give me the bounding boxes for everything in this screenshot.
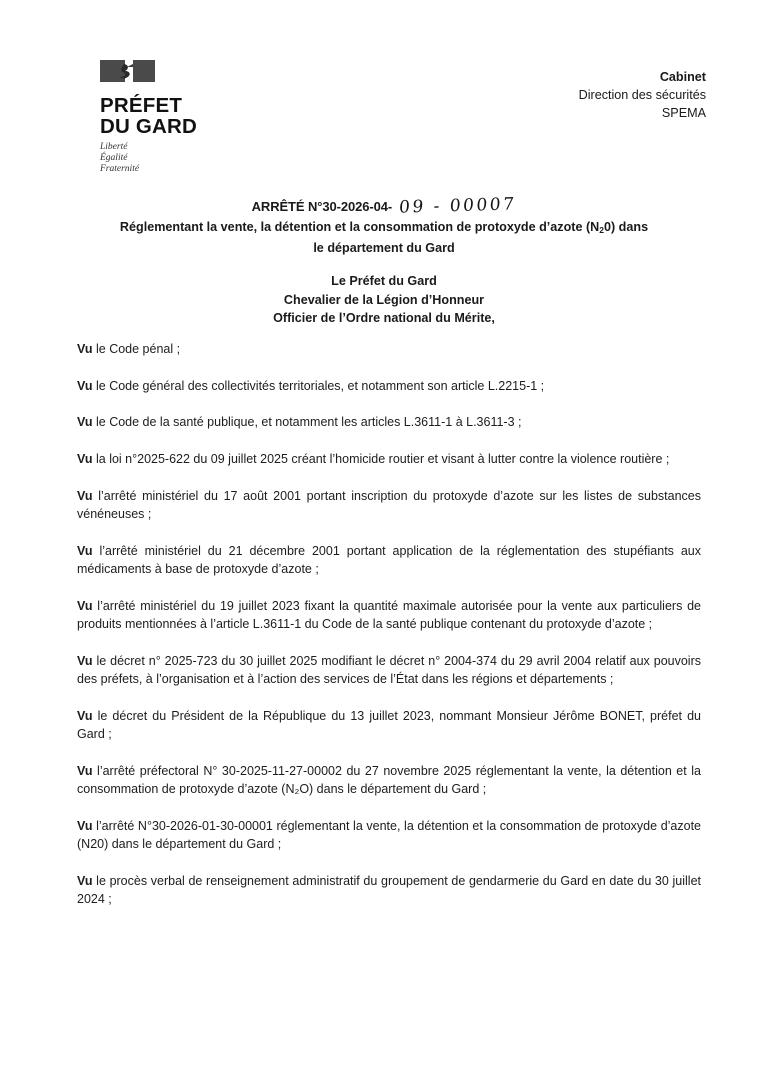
signatory-office-block [62,272,706,328]
vu-clause [77,413,701,431]
vu-clause-text: le décret du Président de la République du 13 juillet 2023, nommant Monsieur Jérôme BONET, préfet du Gard ; [77,708,701,741]
subtitle-part-1: Réglementant la vente, la détention et la consommation de protoxyde d’azote (N [119,220,600,234]
vu-clause [77,597,701,634]
vu-label: Vu [77,543,93,558]
service-direction: Direction des sécurités [578,88,706,102]
french-republic-emblem-icon [100,58,160,90]
subtitle-line-2: le département du Gard [313,241,455,256]
service-spema: SPEMA [661,106,706,120]
arrete-reference-line [62,194,706,218]
vu-clause [77,450,701,468]
vu-clause [77,377,701,395]
office-line-prefet: Le Préfet du Gard [331,274,437,288]
vu-clause-text: le Code général des collectivités territoriales, et notamment son article L.2215-1 ; [92,378,545,393]
institution-line-2: DU GARD [100,115,198,138]
republic-motto [100,142,330,176]
vu-clause-text: l’arrêté ministériel du 21 décembre 2001 portant application de la réglementation des stupéfiants aux médicaments à base de protoxyde d’azote ; [77,543,701,577]
arrete-number-handwritten: 09 - 00007 [398,194,518,218]
vu-label: Vu [77,415,93,430]
motto-egalite: Égalité [100,153,128,164]
vu-clause-text: le décret n° 2025-723 du 30 juillet 2025 modifiant le décret n° 2004-374 du 29 avril 2004 relatif aux pouvoirs des préfets, à l’organisation et à l’action des services de l’État dans les régions et départements ; [77,653,701,686]
vu-clause-text: l’arrêté ministériel du 19 juillet 2023 fixant la quantité maximale autorisée pour la vente aux particuliers de produits mentionnées à l’article L.3611-1 du Code de la santé publique contenant du protoxyde d’azote ; [77,598,701,632]
vu-clause [77,652,701,689]
vu-clause-text: la loi n°2025-622 du 09 juillet 2025 créant l’homicide routier et visant à lutter contre la violence routière ; [92,452,670,467]
vu-clause [77,872,701,909]
arrete-number-prefix: ARRÊTÉ N°30-2026-04- [251,199,393,214]
vu-label: Vu [77,598,93,613]
vu-clause [77,542,701,579]
vu-label: Vu [77,873,93,888]
vu-label: Vu [77,378,93,393]
document-header [0,58,768,178]
vu-clause [77,340,701,358]
vu-clause-text: le Code pénal ; [92,342,181,356]
vu-label: Vu [77,342,93,356]
vu-clause [77,707,701,744]
vu-label: Vu [77,488,93,503]
institution-line-1: PRÉFET [100,94,183,117]
document-title-block [62,194,706,258]
document-subtitle [62,218,706,258]
vu-clause-text: le procès verbal de renseignement administratif du groupement de gendarmerie du Gard en date du 30 juillet 2024 ; [77,873,701,906]
vu-clause-text: l’arrêté préfectoral N° 30-2025-11-27-00002 du 27 novembre 2025 réglementant la vente, la détention et la consommation de protoxyde d’azote (N₂O) dans le département du Gard ; [77,763,701,796]
vu-clauses-list [77,340,701,927]
vu-label: Vu [77,708,93,723]
vu-clause-text: le Code de la santé publique, et notamment les articles L.3611-1 à L.3611-3 ; [92,415,522,430]
office-line-merite: Officier de l’Ordre national du Mérite, [273,311,495,326]
vu-label: Vu [77,452,93,467]
vu-clause-text: l’arrêté N°30-2026-01-30-00001 réglementant la vente, la détention et la consommation de protoxyde d’azote (N20) dans le département du Gard ; [77,818,701,851]
vu-label: Vu [77,653,93,668]
vu-clause-text: l’arrêté ministériel du 17 août 2001 portant inscription du protoxyde d’azote sur les listes de substances vénéneuses ; [77,488,701,522]
subtitle-part-1-end: 0) dans [603,220,649,234]
motto-fraternite: Fraternité [100,164,140,175]
subtitle-subscript: 2 [599,224,604,235]
service-cabinet: Cabinet [659,70,706,84]
vu-clause [77,817,701,854]
motto-liberte: Liberté [100,142,128,152]
vu-label: Vu [77,818,93,833]
vu-clause [77,487,701,524]
vu-clause [77,762,701,799]
vu-label: Vu [77,763,93,778]
office-line-legion: Chevalier de la Légion d’Honneur [283,292,485,307]
prefecture-logo-block [100,58,330,176]
institution-name [100,95,330,137]
issuing-service-block [579,68,706,122]
